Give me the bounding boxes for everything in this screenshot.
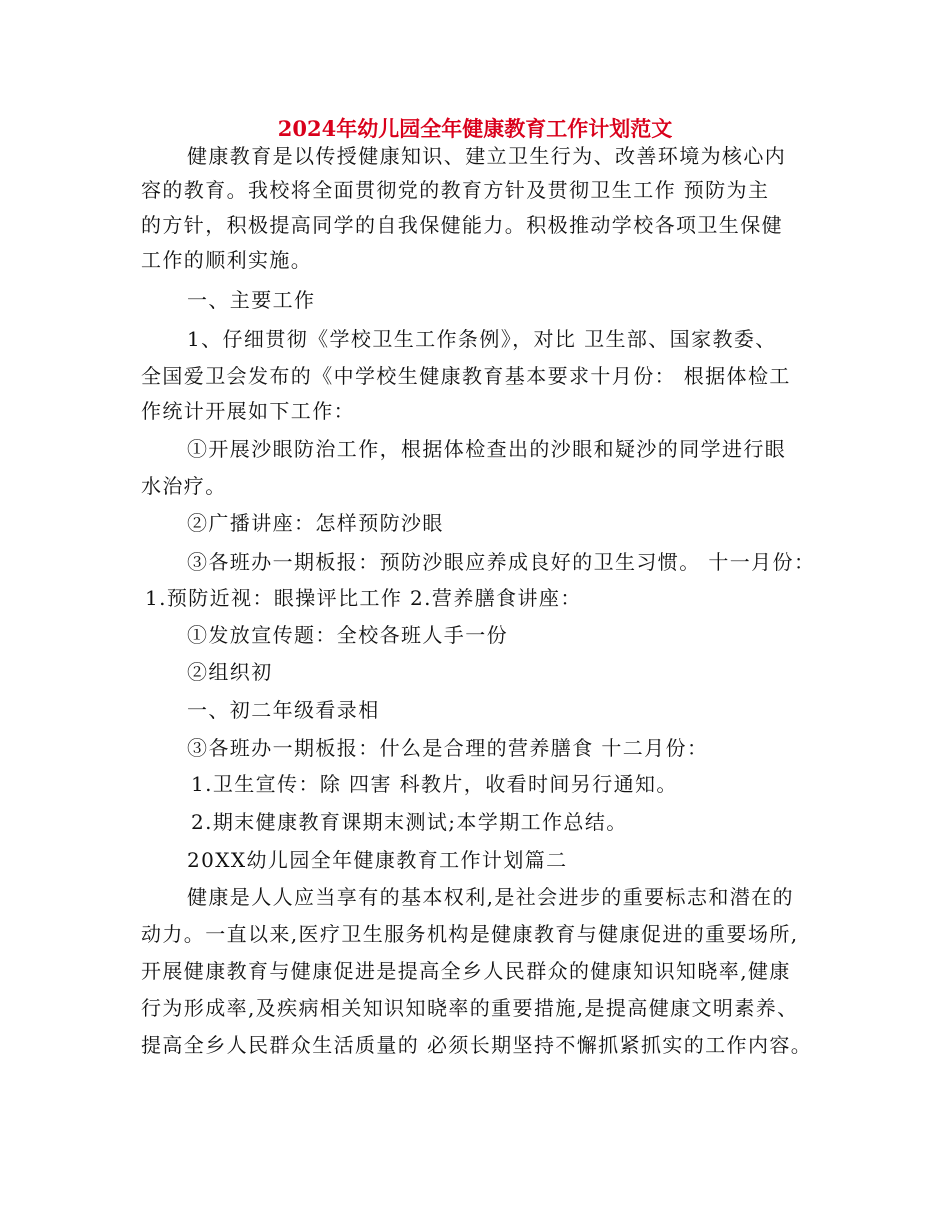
paragraph-line: 1、仔细贯彻《学校卫生工作条例》，对比 卫生部、国家教委、: [187, 327, 777, 351]
paragraph-line: 工作的顺利实施。: [141, 248, 313, 272]
paragraph-line: 健康教育是以传授健康知识、建立卫生行为、改善环境为核心内: [187, 144, 787, 168]
list-item: ③各班办一期板报：什么是合理的营养膳食 十二月份：: [187, 736, 709, 760]
section-heading: 一、主要工作: [187, 288, 316, 312]
list-item: ①开展沙眼防治工作，根据体检查出的沙眼和疑沙的同学进行眼: [187, 437, 787, 461]
list-item: 1.卫生宣传：除 四害 科教片，收看时间另行通知。: [191, 772, 678, 796]
list-item: 2.期末健康教育课期末测试;本学期工作总结。: [191, 810, 628, 834]
section-heading: 20XX幼儿园全年健康教育工作计划篇二: [187, 848, 568, 872]
list-item: ①发放宣传题：全校各班人手一份: [187, 623, 508, 647]
paragraph-line: 开展健康教育与健康促进是提高全乡人民群众的健康知识知晓率,健康: [141, 959, 791, 983]
paragraph-line: 一、初二年级看录相: [187, 698, 380, 722]
paragraph-line: 健康是人人应当享有的基本权利,是社会进步的重要标志和潜在的: [187, 885, 794, 909]
paragraph-line: 容的教育。我校将全面贯彻党的教育方针及贯彻卫生工作 预防为主: [141, 178, 770, 202]
paragraph-line: 作统计开展如下工作：: [141, 399, 355, 423]
document-title: 2024年幼儿园全年健康教育工作计划范文: [277, 116, 673, 141]
paragraph-line: 行为形成率,及疾病相关知识知晓率的重要措施,是提高健康文明素养、: [141, 996, 799, 1020]
paragraph-line: 动力。一直以来,医疗卫生服务机构是健康教育与健康促进的重要场所,: [141, 922, 799, 946]
paragraph-line: 1.预防近视：眼操评比工作 2.营养膳食讲座：: [145, 586, 582, 610]
paragraph-line: 水治疗。: [141, 474, 227, 498]
paragraph-line: 全国爱卫会发布的《中学校生健康教育基本要求十月份： 根据体检工: [141, 364, 791, 388]
list-item: ③各班办一期板报：预防沙眼应养成良好的卫生习惯。 十一月份：: [187, 550, 816, 574]
paragraph-line: 的方针，积极提高同学的自我保健能力。积极推动学校各项卫生保健: [141, 213, 783, 237]
list-item: ②广播讲座：怎样预防沙眼: [187, 511, 444, 535]
paragraph-line: 提高全乡人民群众生活质量的 必须长期坚持不懈抓紧抓实的工作内容。: [141, 1033, 813, 1057]
list-item: ②组织初: [187, 660, 273, 684]
